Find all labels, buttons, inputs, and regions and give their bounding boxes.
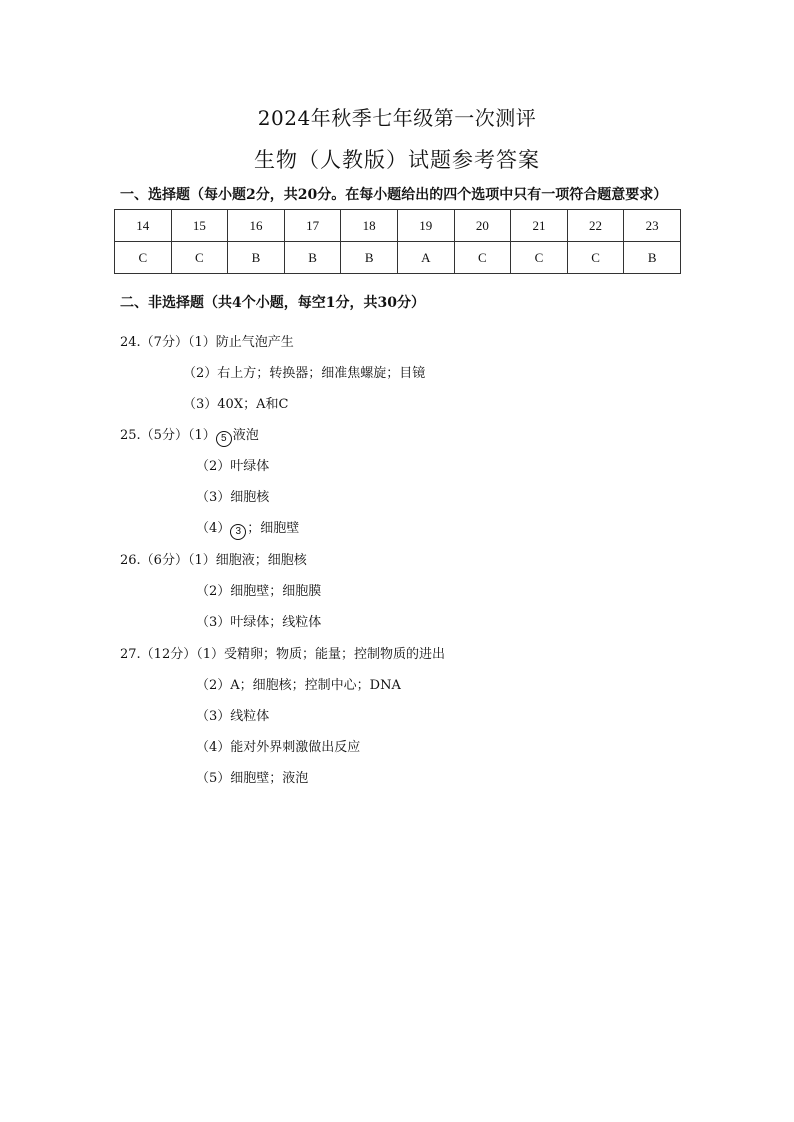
question-number-cell: 15: [171, 210, 228, 242]
answer-cell: C: [567, 242, 624, 274]
q27-answer-line-1: 27.（12分）（1）受精卵；物质；能量；控制物质的进出: [120, 647, 445, 662]
question-number-cell: 22: [567, 210, 624, 242]
q26-answer-line-1: 26.（6分）（1）细胞液；细胞核: [120, 553, 307, 568]
answer-cell: C: [115, 242, 172, 274]
circled-number-3: 3: [230, 524, 246, 540]
answer-row: [115, 242, 681, 274]
question-number-cell: 21: [511, 210, 568, 242]
section-multiple-choice-heading: 一、选择题（每小题2分，共20分。在每小题给出的四个选项中只有一项符合题意要求）: [120, 187, 668, 203]
q25-answer-line-2: （2）叶绿体: [196, 459, 270, 474]
multiple-choice-answer-table: [114, 209, 681, 274]
question-number-cell: 16: [228, 210, 285, 242]
q25-line1-suffix: 液泡: [232, 428, 259, 443]
question-number-cell: 23: [624, 210, 681, 242]
question-number-cell: 17: [284, 210, 341, 242]
q27-answer-line-4: （4）能对外界刺激做出反应: [196, 740, 361, 755]
q25-answer-line-4: [196, 520, 299, 540]
exam-title: 2024年秋季七年级第一次测评: [257, 106, 537, 130]
q25-line4-prefix: （4）: [196, 521, 231, 536]
q25-answer-line-1: [120, 427, 259, 447]
answer-cell: C: [454, 242, 511, 274]
answer-cell: A: [397, 242, 454, 274]
question-number-row: [115, 210, 681, 242]
q25-answer-line-3: （3）细胞核: [196, 490, 270, 505]
answer-cell: C: [171, 242, 228, 274]
answer-cell: B: [284, 242, 341, 274]
exam-subtitle: 生物（人教版）试题参考答案: [254, 148, 540, 172]
question-number-cell: 14: [115, 210, 172, 242]
q27-answer-line-2: （2）A；细胞核；控制中心；DNA: [196, 678, 401, 693]
question-number-cell: 18: [341, 210, 398, 242]
q24-answer-line-3: （3）40X；A和C: [183, 397, 289, 412]
section-non-choice-heading: 二、非选择题（共4个小题，每空1分，共30分）: [120, 295, 425, 311]
q24-answer-line-2: （2）右上方；转换器；细准焦螺旋；目镜: [183, 366, 426, 381]
answer-cell: C: [511, 242, 568, 274]
q25-line4-suffix: ；细胞壁: [247, 521, 300, 536]
question-number-cell: 19: [397, 210, 454, 242]
q24-answer-line-1: 24.（7分）（1）防止气泡产生: [120, 335, 294, 350]
q25-line1-prefix: 25.（5分）（1）: [120, 428, 216, 443]
q27-answer-line-3: （3）线粒体: [196, 709, 270, 724]
answer-cell: B: [341, 242, 398, 274]
q27-answer-line-5: （5）细胞壁；液泡: [196, 771, 309, 786]
answer-cell: B: [228, 242, 285, 274]
circled-number-5: 5: [216, 431, 232, 447]
q26-answer-line-2: （2）细胞壁；细胞膜: [196, 584, 322, 599]
question-number-cell: 20: [454, 210, 511, 242]
answer-cell: B: [624, 242, 681, 274]
q26-answer-line-3: （3）叶绿体；线粒体: [196, 615, 322, 630]
